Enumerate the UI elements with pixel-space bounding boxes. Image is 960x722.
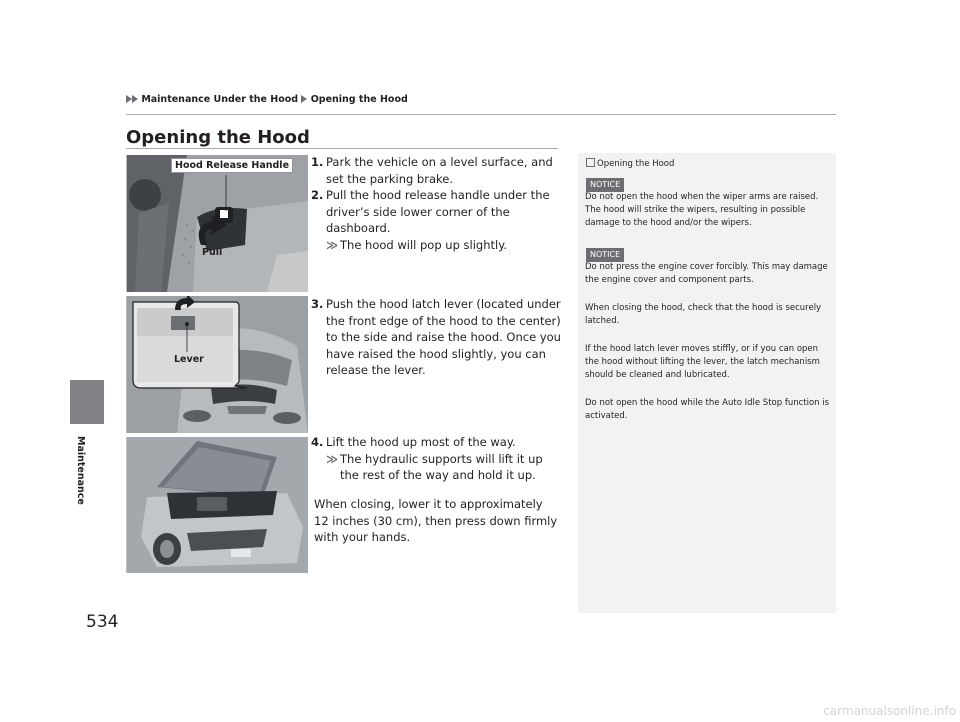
step-1-number: 1. [311,155,324,169]
step-3-text: Push the hood latch lever (located under the front edge of the hood to the center) to the side and raise the hood. Once you have raised the hood slightly, you can release the lever. [326,297,561,377]
step-2-text: Pull the hood release handle under the driver’s side lower corner of the dashboard. [326,188,550,235]
result-arrow-icon: ≫ [326,451,339,466]
notes-sidebar [578,153,836,613]
arrow-icon [132,95,138,103]
notice-badge: NOTICE [586,178,624,192]
step-4-number: 4. [311,435,324,449]
pull-label: Pull [202,247,223,258]
step-1 [311,154,562,187]
notice-badge: NOTICE [586,248,624,262]
notice-1-text: Do not open the hood when the wiper arms are raised. The hood will strike the wipers, resulting in possible damage to the hood and/or the wipers. [585,192,819,228]
breadcrumb-section: Maintenance Under the Hood [141,94,299,105]
figure-hood-latch-lever [126,296,308,433]
figure-hood-release-handle [126,155,308,292]
step-2-result: The hood will pop up slightly. [340,237,508,252]
chapter-tab [70,380,104,590]
step-4-result: The hydraulic supports will lift it up the rest of the way and hold it up. [340,451,543,482]
note-box-icon [586,158,595,167]
hood-open-illustration [127,437,308,573]
step-2-number: 2. [311,188,324,202]
chapter-tab-label: Maintenance [75,436,86,505]
step-4 [311,434,562,484]
step-4-text: Lift the hood up most of the way. [326,435,516,449]
page-title: Opening the Hood [126,127,310,148]
hood-latch-illustration [127,296,308,433]
sidebar-paragraph-3: Do not open the hood while the Auto Idle Stop function is activated. [585,398,830,421]
sidebar-paragraph-1: When closing the hood, check that the hood is securely latched. [585,303,822,326]
hood-release-illustration [127,155,308,292]
figure-hood-open [126,437,308,573]
watermark: carmanualsonline.info [823,704,956,718]
breadcrumb-page: Opening the Hood [310,94,408,105]
title-rule [126,148,558,149]
header-rule [126,114,836,115]
step-1-text: Park the vehicle on a level surface, and set the parking brake. [326,155,553,186]
sidebar-heading: Opening the Hood [586,158,674,169]
hood-release-handle-label: Hood Release Handle [171,158,293,173]
step-2 [311,187,562,253]
notice-2-text: Do not press the engine cover forcibly. This may damage the engine cover and component parts. [585,262,828,285]
step-3 [311,296,562,379]
lever-label: Lever [174,354,204,365]
closing-instruction: When closing, lower it to approximately 12 inches (30 cm), then press down firmly with your hands. [314,497,558,544]
page-number: 534 [86,612,119,632]
arrow-icon [301,95,307,103]
breadcrumb [126,94,408,105]
step-3-number: 3. [311,297,324,311]
sidebar-paragraph-2: If the hood latch lever moves stiffly, or if you can open the hood without lifting the lever, the latch mechanism should be cleaned and lubricated. [585,344,820,380]
result-arrow-icon: ≫ [326,237,339,252]
